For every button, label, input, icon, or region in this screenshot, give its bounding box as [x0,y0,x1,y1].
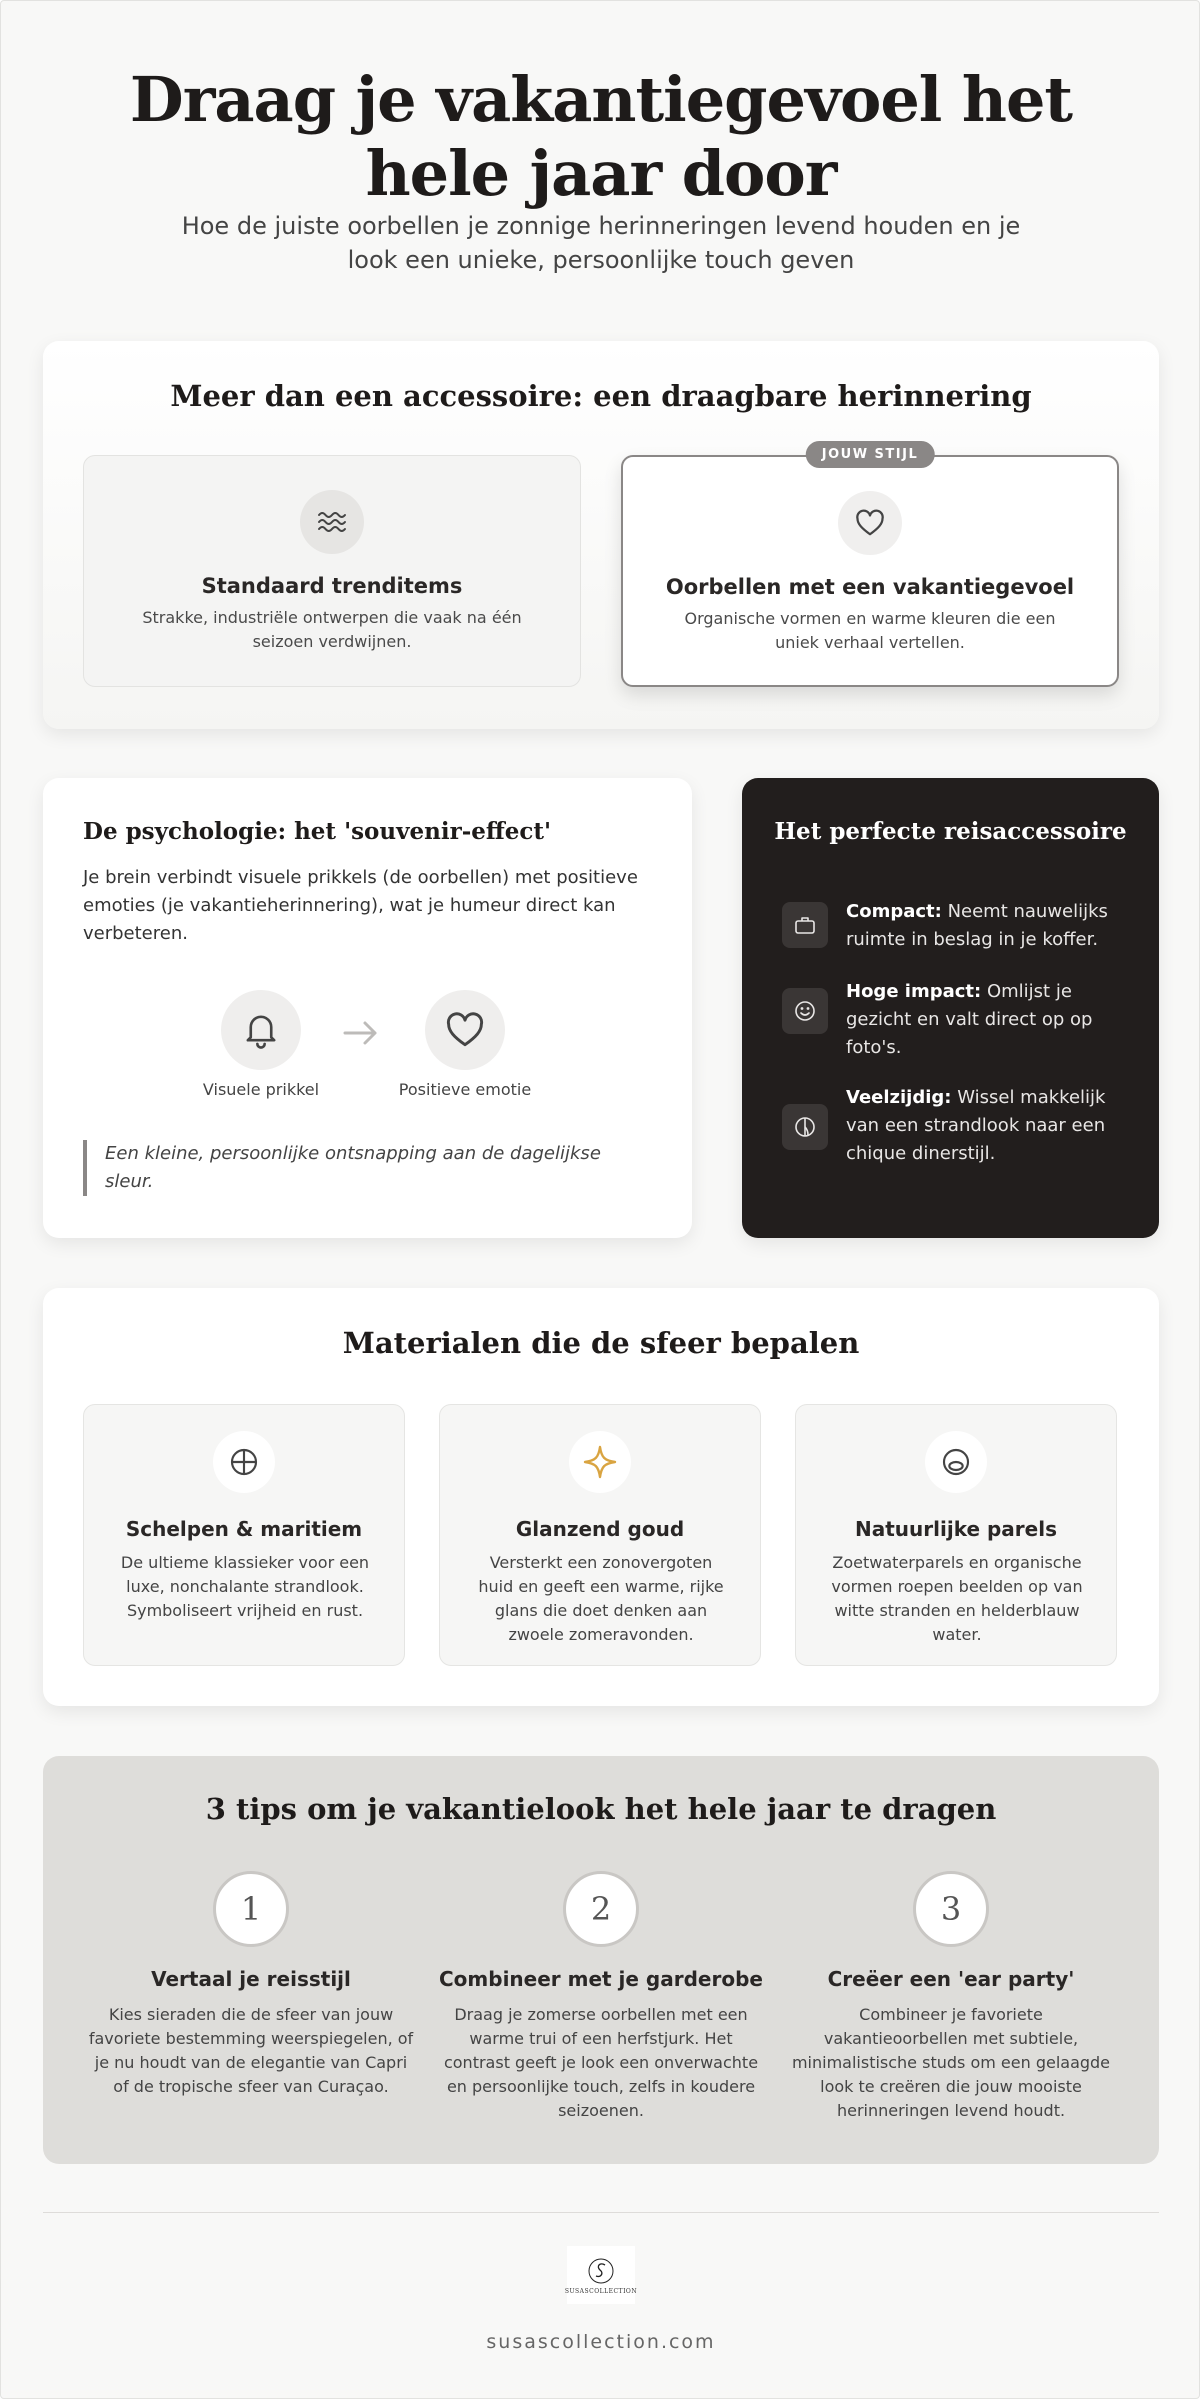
accessory-title: Meer dan een accessoire: een draagbare herinnering [170,379,1032,413]
tip-text: Combineer je favoriete vakantieoorbellen met subtiele, minimalistische studs om een gelaagde look te creëren die jouw mooiste herinneringen levend houdt. [791,2005,1111,2120]
logo-emblem-icon [586,2256,616,2286]
vacation-earrings-card [621,447,1119,687]
materials-section [43,1288,1159,1706]
material-gold-text: Versterkt een zonovergoten huid en geeft een warme, rijke glans die doet denken aan zwoele zomeravonden. [478,1553,724,1644]
page-subtitle: Hoe de juiste oorbellen je zonnige herinneringen levend houden en je look een unieke, persoonlijke touch geven [181,212,1021,274]
feature-impact [782,978,1122,1068]
psychology-quote: Een kleine, persoonlijke ontsnapping aan de dagelijkse sleur. [83,1140,643,1196]
material-shells-text: De ultieme klassieker voor een luxe, nonchalante strandlook. Symboliseert vrijheid en rust. [120,1553,370,1620]
feature-compact [782,898,1122,958]
tip-title: Combineer met je garderobe [439,1967,763,1991]
tip-number: 1 [213,1871,289,1947]
page-title: Draag je vakantiegevoel het hele jaar door [129,63,1073,210]
feature-versatile-text: Wissel makkelijk van een strandlook naar een chique dinerstijl. [846,1087,1106,1164]
standard-trend-card [83,455,581,687]
feature-compact-text: Neemt nauwelijks ruimte in beslag in je koffer. [846,901,1108,950]
feature-impact-label: Hoge impact: [846,981,982,1002]
tip-text: Kies sieraden die de sfeer van jouw favoriete bestemming weerspiegelen, of je nu houdt van de elegantie van Capri of de tropische sfeer van Curaçao. [88,2005,414,2096]
feature-versatile [782,1084,1122,1174]
tip-3 [781,1871,1121,2123]
feature-compact-label: Compact: [846,901,942,922]
material-pearls-text: Zoetwaterparels en organische vormen roepen beelden op van witte stranden en helderblauw water. [831,1553,1083,1644]
material-gold-title: Glanzend goud [515,1517,685,1541]
footer-url[interactable]: susascollection.com [486,2331,716,2353]
shell-icon [213,1431,275,1493]
emotion-label: Positieve emotie [398,1080,532,1099]
pearl-icon [925,1431,987,1493]
standard-trend-title: Standaard trenditems [201,574,463,598]
sparkle-icon [569,1431,631,1493]
travel-title: Het perfecte reisaccessoire [774,818,1127,845]
material-shells-card [83,1404,405,1666]
waves-icon [300,490,364,554]
footer-divider [43,2212,1159,2213]
travel-section [742,778,1159,1238]
heart-icon [838,491,902,555]
feature-versatile-label: Veelzijdig: [846,1087,952,1108]
logo-text: SUSASCOLLECTION [564,2287,638,2295]
tip-2 [431,1871,771,2123]
tip-title: Vertaal je reisstijl [151,1967,351,1991]
tips-title: 3 tips om je vakantielook het hele jaar te dragen [205,1792,997,1826]
arrow-right-icon [341,1018,381,1048]
material-pearls-card [795,1404,1117,1666]
vacation-earrings-title: Oorbellen met een vakantiegevoel [665,575,1075,599]
bell-icon [221,990,301,1070]
heart-icon [425,990,505,1070]
material-pearls-title: Natuurlijke parels [855,1517,1057,1541]
tip-number: 2 [563,1871,639,1947]
brand-logo[interactable] [564,2246,638,2304]
feature-impact-text: Omlijst je gezicht en valt direct op op foto's. [846,981,1093,1058]
vacation-earrings-text: Organische vormen en warme kleuren die een uniek verhaal vertellen. [684,609,1056,652]
standard-trend-text: Strakke, industriële ontwerpen die vaak na één seizoen verdwijnen. [142,608,522,651]
tip-1 [81,1871,421,2099]
smile-icon [782,988,828,1034]
suitcase-icon [782,902,828,948]
contrast-icon [782,1104,828,1150]
tip-title: Creëer een 'ear party' [827,1967,1075,1991]
tip-text: Draag je zomerse oorbellen met een warme trui of een herfstjurk. Het contrast geeft je look een onverwachte en persoonlijke touch, zelfs in koudere seizoenen. [443,2005,759,2120]
stimulus-label: Visuele prikkel [202,1080,320,1099]
material-gold-card [439,1404,761,1666]
your-style-badge: JOUW STIJL [806,441,935,468]
material-shells-title: Schelpen & maritiem [125,1517,363,1541]
psychology-intro: Je brein verbindt visuele prikkels (de oorbellen) met positieve emoties (je vakantieherinnering), wat je humeur direct kan verbeteren. [83,867,638,944]
accessory-section [43,341,1159,729]
psychology-title: De psychologie: het 'souvenir-effect' [83,818,552,845]
psychology-section [43,778,692,1238]
materials-title: Materialen die de sfeer bepalen [342,1326,860,1360]
tip-number: 3 [913,1871,989,1947]
tips-section [43,1756,1159,2164]
